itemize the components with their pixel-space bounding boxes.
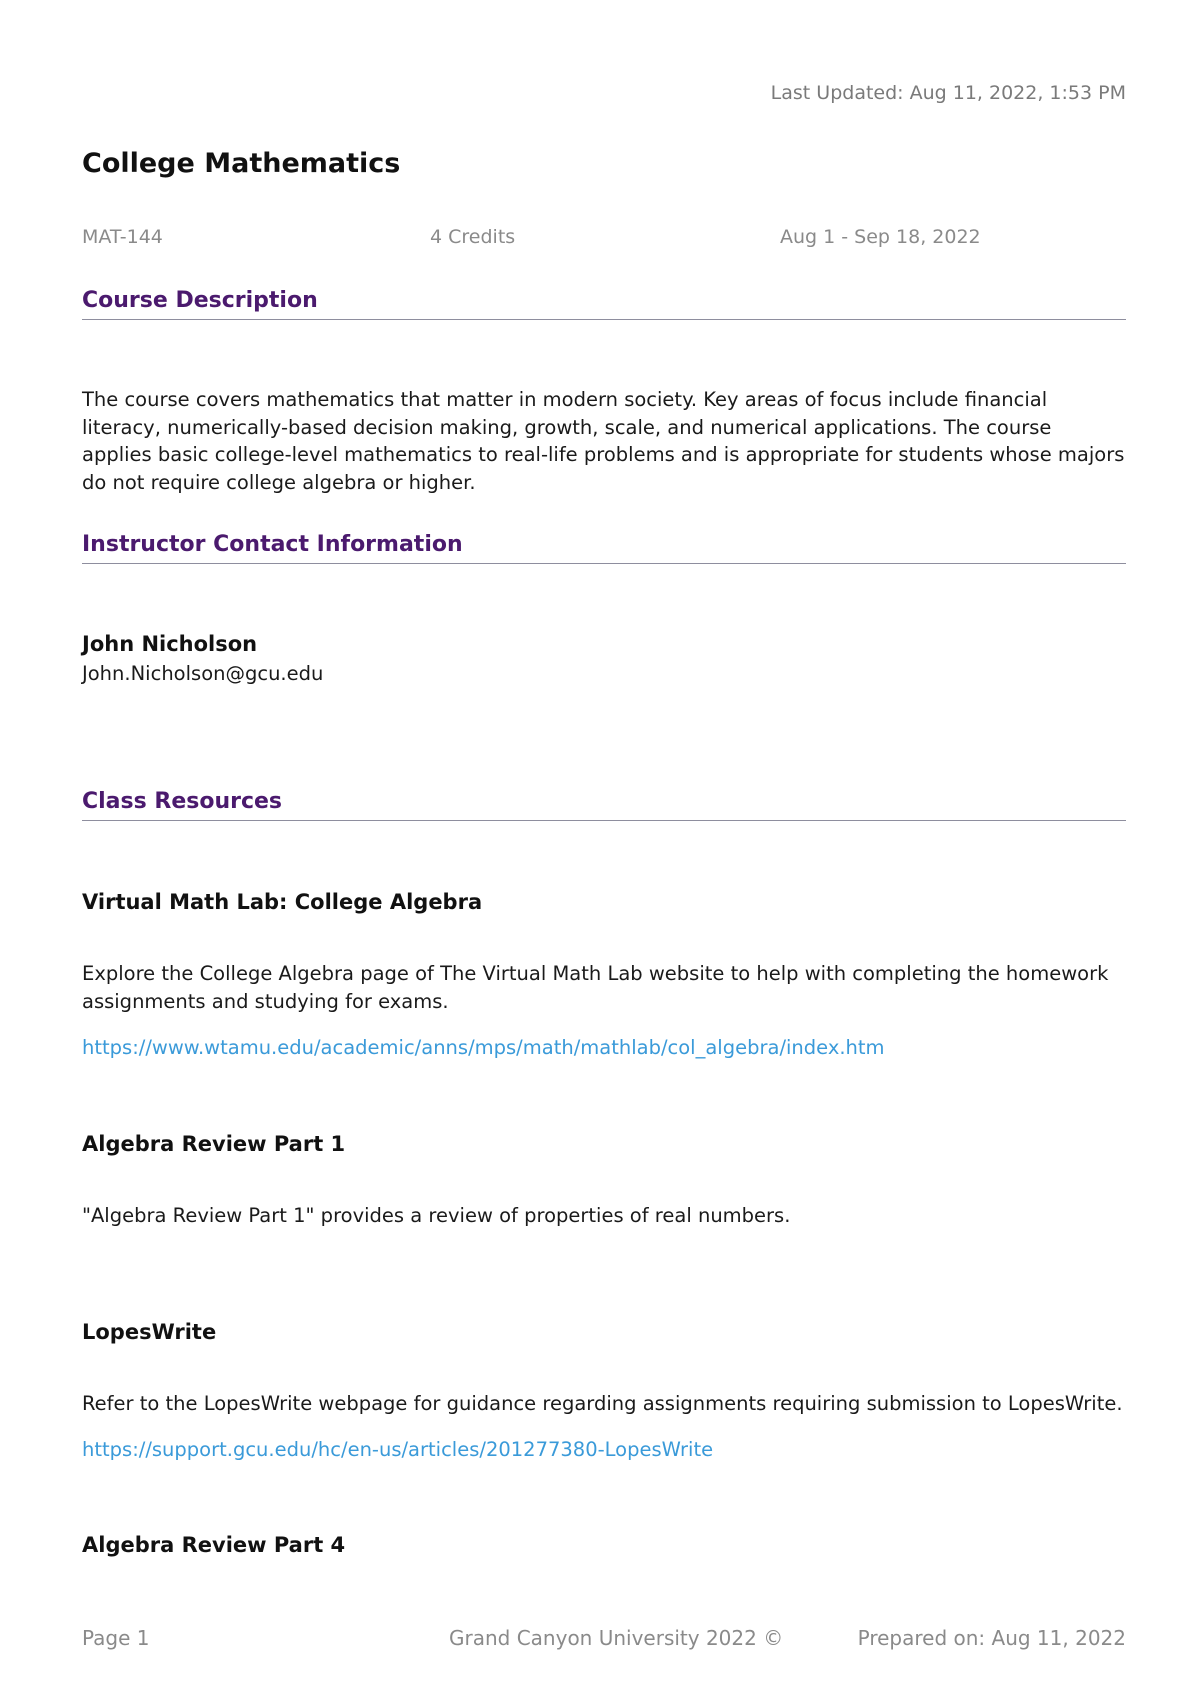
course-title: College Mathematics	[82, 148, 401, 179]
course-code: MAT-144	[82, 226, 163, 248]
instructor-name: John Nicholson	[82, 632, 258, 656]
section-class-resources	[82, 789, 1126, 821]
resource-link[interactable]: https://support.gcu.edu/hc/en-us/articles/201277380-LopesWrite	[82, 1438, 714, 1461]
resource-description: Refer to the LopesWrite webpage for guidance regarding assignments requiring submission to LopesWrite.	[82, 1392, 1123, 1415]
resource-title: LopesWrite	[82, 1320, 217, 1344]
resource-title: Algebra Review Part 1	[82, 1132, 346, 1156]
resource-title: Algebra Review Part 4	[82, 1533, 346, 1557]
resource-link[interactable]: https://www.wtamu.edu/academic/anns/mps/math/mathlab/col_algebra/index.htm	[82, 1036, 885, 1059]
course-dates: Aug 1 - Sep 18, 2022	[780, 226, 981, 248]
resource-description: Explore the College Algebra page of The Virtual Math Lab website to help with completing the homework assignments and studying for exams.	[82, 962, 1109, 1013]
section-heading: Course Description	[82, 288, 318, 313]
section-course-description	[82, 288, 1126, 320]
resource-description: "Algebra Review Part 1" provides a review of properties of real numbers.	[82, 1204, 791, 1227]
document-page	[82, 0, 1126, 1696]
section-heading: Instructor Contact Information	[82, 532, 463, 557]
page-number: Page 1	[82, 1626, 150, 1650]
instructor-email: John.Nicholson@gcu.edu	[82, 662, 324, 685]
footer-copyright: Grand Canyon University 2022 ©	[449, 1626, 784, 1650]
prepared-date: Prepared on: Aug 11, 2022	[857, 1626, 1126, 1650]
last-updated: Last Updated: Aug 11, 2022, 1:53 PM	[770, 82, 1126, 104]
course-description-text: The course covers mathematics that matter in modern society. Key areas of focus include financial literacy, numerically-based decision making, growth, scale, and numerical applications. The course applies basic college-level mathematics to real-life problems and is appropriate for students whose majors do not require college algebra or higher.	[82, 388, 1125, 494]
section-heading: Class Resources	[82, 789, 283, 814]
course-credits: 4 Credits	[430, 226, 516, 248]
section-instructor-contact	[82, 532, 1126, 564]
resource-title: Virtual Math Lab: College Algebra	[82, 890, 483, 914]
